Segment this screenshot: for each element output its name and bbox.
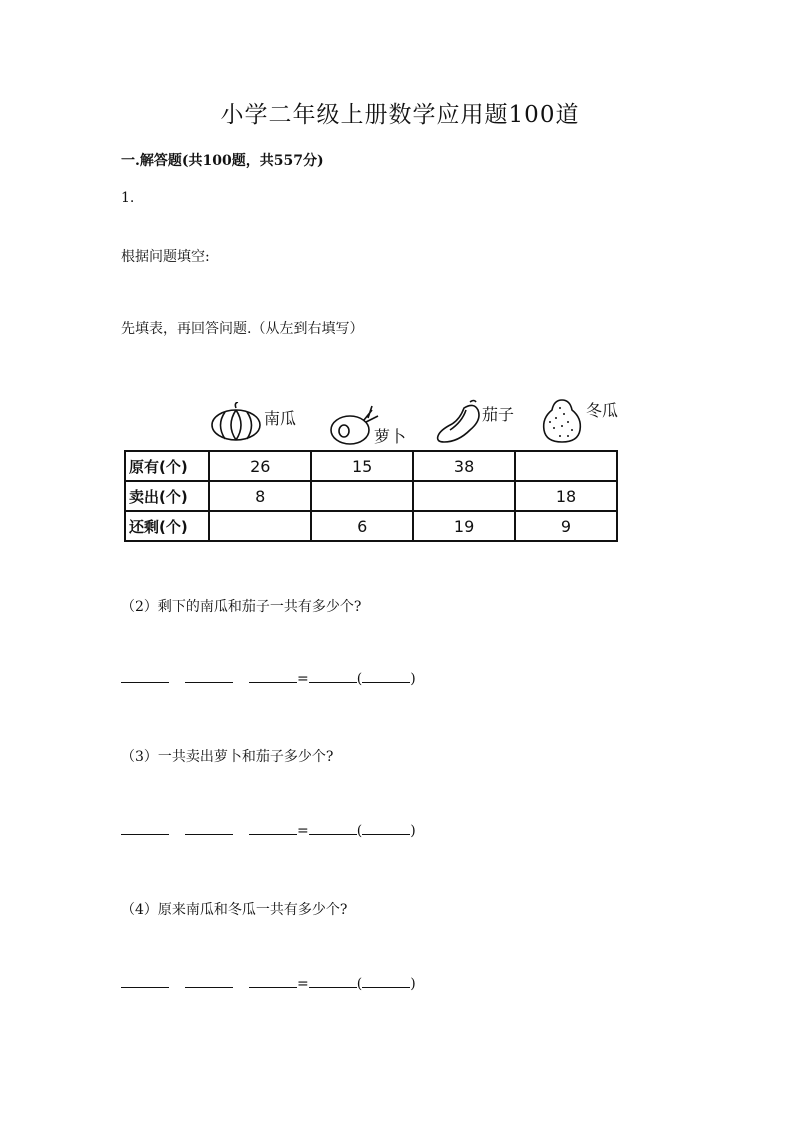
question-number: 1.	[121, 190, 135, 206]
table-row	[125, 511, 617, 541]
answer-blank[interactable]	[309, 973, 357, 988]
sub-question-4: （4）原来南瓜和冬瓜一共有多少个?	[121, 902, 348, 918]
table-cell: 18	[515, 481, 617, 511]
answer-blank[interactable]	[121, 668, 169, 683]
unit-blank[interactable]	[362, 820, 410, 835]
answer-blank[interactable]	[249, 973, 297, 988]
table-cell: 6	[311, 511, 413, 541]
vegetable-table	[124, 450, 618, 542]
equals-sign: =	[297, 671, 309, 687]
table-cell-blank[interactable]	[515, 451, 617, 481]
table-cell-blank[interactable]	[311, 481, 413, 511]
instruction-text: 根据问题填空:	[121, 249, 210, 265]
table-cell: 9	[515, 511, 617, 541]
table-row	[125, 481, 617, 511]
table-row	[125, 451, 617, 481]
answer-blank[interactable]	[121, 820, 169, 835]
sub-question-2: （2）剩下的南瓜和茄子一共有多少个?	[121, 599, 362, 615]
eggplant-icon	[436, 398, 482, 446]
answer-line-3	[121, 820, 416, 839]
answer-blank[interactable]	[249, 668, 297, 683]
answer-blank[interactable]	[309, 820, 357, 835]
close-paren: )	[410, 976, 416, 992]
sub-question-3: （3）一共卖出萝卜和茄子多少个?	[121, 749, 334, 765]
pumpkin-icon	[210, 402, 262, 442]
row-header: 卖出(个)	[125, 481, 209, 511]
vegetable-label-eggplant: 茄子	[482, 405, 515, 424]
open-paren: (	[356, 671, 363, 687]
answer-blank[interactable]	[185, 668, 233, 683]
unit-blank[interactable]	[362, 973, 410, 988]
table-cell-blank[interactable]	[413, 481, 515, 511]
open-paren: (	[356, 823, 363, 839]
equals-sign: =	[297, 823, 309, 839]
vegetable-label-pumpkin: 南瓜	[264, 409, 297, 428]
answer-line-2	[121, 668, 416, 687]
answer-blank[interactable]	[249, 820, 297, 835]
wax-gourd-icon	[538, 396, 586, 444]
table-cell: 8	[209, 481, 311, 511]
row-header: 原有(个)	[125, 451, 209, 481]
row-header: 还剩(个)	[125, 511, 209, 541]
instruction-text-fill-table: 先填表，再回答问题.（从左到右填写）	[121, 321, 364, 337]
close-paren: )	[410, 671, 416, 687]
answer-blank[interactable]	[185, 820, 233, 835]
vegetable-label-radish: 萝卜	[374, 427, 407, 446]
table-cell: 26	[209, 451, 311, 481]
vegetable-label-wax-gourd: 冬瓜	[586, 401, 619, 420]
unit-blank[interactable]	[362, 668, 410, 683]
section-heading: 一.解答题(共100题，共557分)	[121, 153, 324, 169]
table-cell: 15	[311, 451, 413, 481]
table-cell: 38	[413, 451, 515, 481]
table-cell-blank[interactable]	[209, 511, 311, 541]
table-cell: 19	[413, 511, 515, 541]
vegetable-table-figure	[118, 392, 618, 554]
answer-blank[interactable]	[121, 973, 169, 988]
answer-blank[interactable]	[185, 973, 233, 988]
answer-line-4	[121, 973, 416, 992]
open-paren: (	[356, 976, 363, 992]
page-title: 小学二年级上册数学应用题100道	[220, 102, 580, 128]
answer-blank[interactable]	[309, 668, 357, 683]
equals-sign: =	[297, 976, 309, 992]
close-paren: )	[410, 823, 416, 839]
